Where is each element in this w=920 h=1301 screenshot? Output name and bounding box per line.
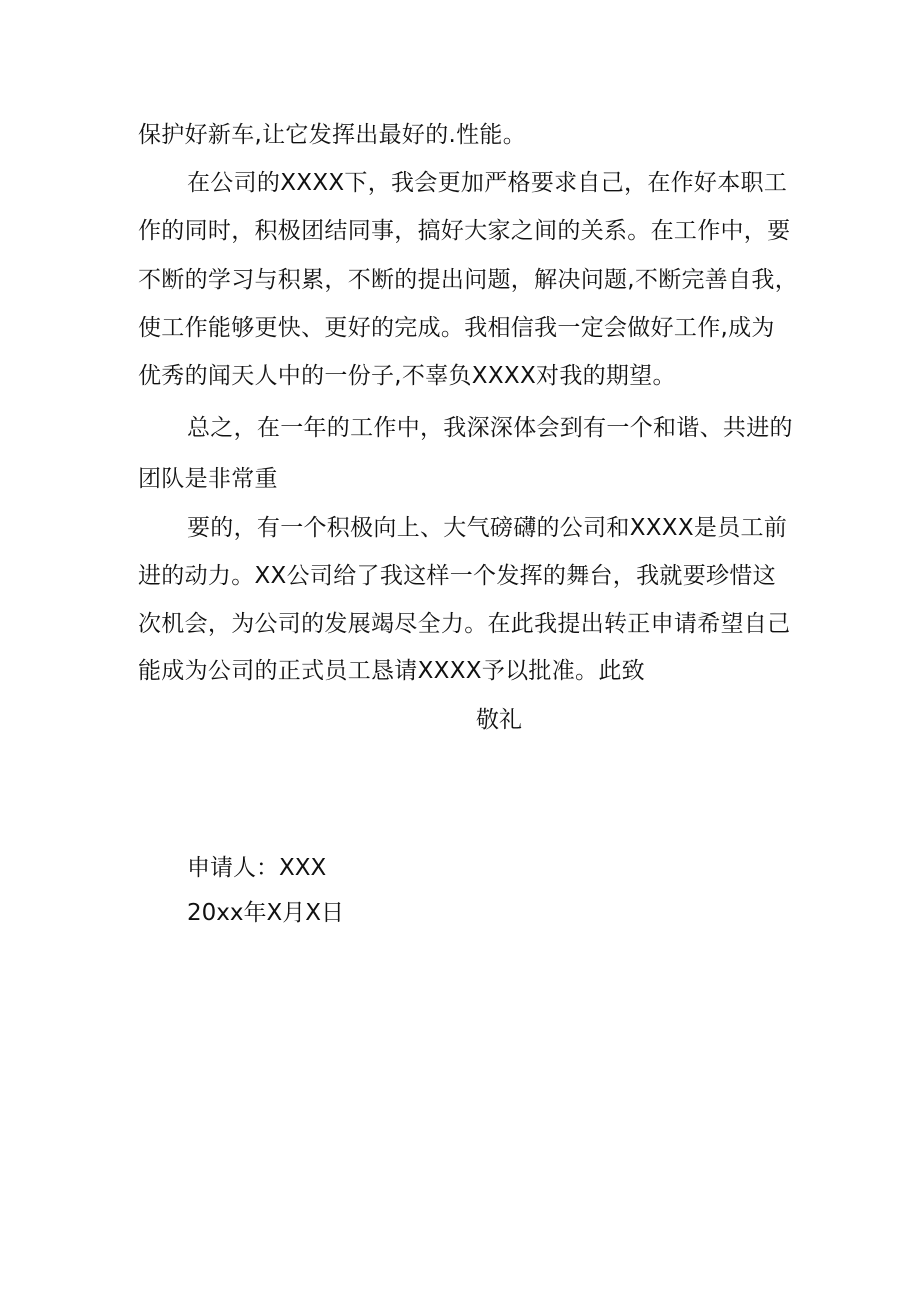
- paragraph-line: 优秀的闻天人中的一份子,不辜负XXXX对我的期望。: [138, 363, 676, 389]
- paragraph-line: 总之，在一年的工作中，我深深体会到有一个和谐、共进的: [187, 415, 793, 441]
- paragraph-line: 不断的学习与积累，不断的提出问题，解决问题,不断完善自我，: [138, 267, 799, 293]
- application-date: 20xx年X月X日: [187, 900, 345, 926]
- paragraph-line: 次机会，为公司的发展竭尽全力。在此我提出转正申请希望自己: [138, 611, 791, 637]
- paragraph-line: 使工作能够更快、更好的完成。我相信我一定会做好工作,成为: [138, 315, 775, 341]
- paragraph-line: 要的，有一个积极向上、大气磅礴的公司和XXXX是员工前: [187, 515, 788, 541]
- paragraph-line: 能成为公司的正式员工恳请XXXX予以批准。此致: [138, 658, 645, 684]
- paragraph-line: 团队是非常重: [138, 466, 278, 492]
- paragraph-line: 在公司的XXXX下，我会更加严格要求自己，在作好本职工: [187, 170, 788, 196]
- paragraph-line: 保护好新车,让它发挥出最好的.性能。: [138, 122, 527, 148]
- closing-salutation: 敬礼: [476, 707, 522, 733]
- paragraph-line: 进的动力。XX公司给了我这样一个发挥的舞台，我就要珍惜这: [138, 563, 776, 589]
- applicant-signature: 申请人：XXX: [187, 855, 327, 881]
- paragraph-line: 作的同时，积极团结同事，搞好大家之间的关系。在工作中，要: [138, 218, 791, 244]
